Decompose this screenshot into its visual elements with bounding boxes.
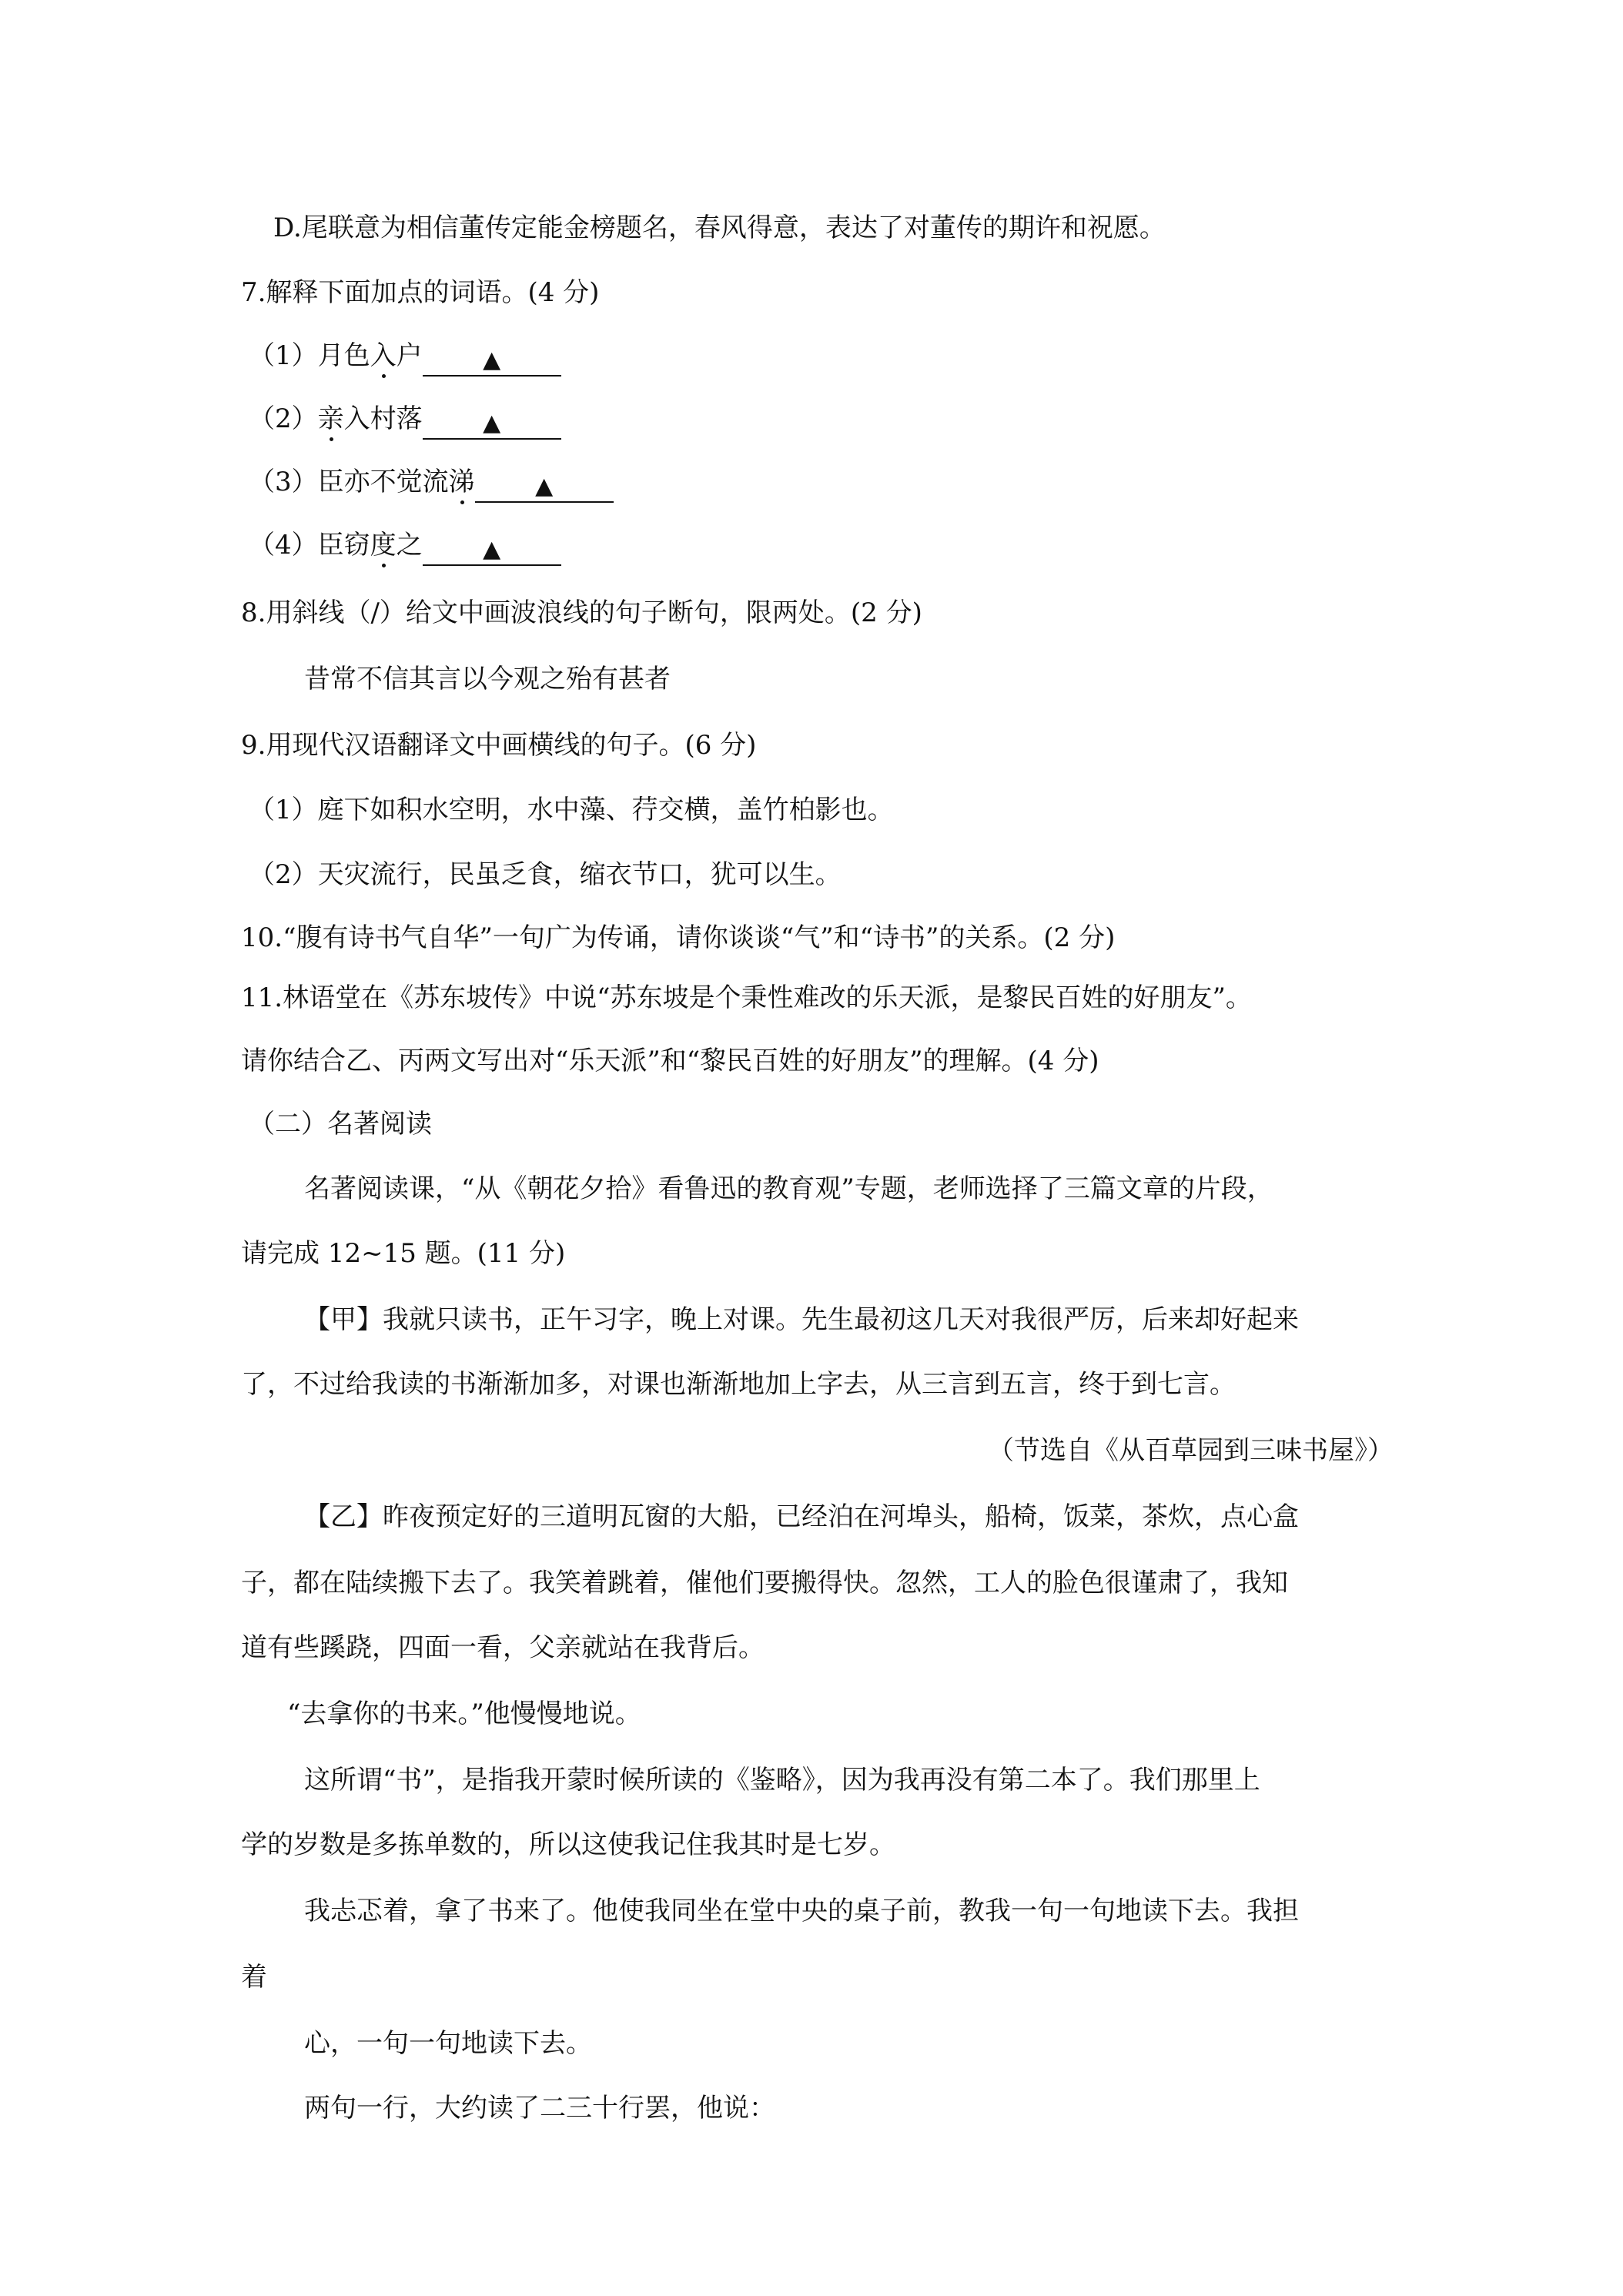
item-text: 户 bbox=[396, 340, 423, 371]
triangle-mark: ▲ bbox=[535, 473, 554, 500]
passage-yi-line-9: 心，一句一句地读下去。 bbox=[304, 2028, 592, 2059]
question-8-sentence: 昔常不信其言以今观之殆有甚者 bbox=[304, 664, 671, 694]
answer-blank[interactable] bbox=[423, 409, 561, 440]
passage-yi-line-7: 我忐忑着，拿了书来了。他使我同坐在堂中央的桌子前，教我一句一句地读下去。我担 bbox=[304, 1896, 1299, 1926]
intro-line-2: 请完成 12~15 题。(11 分) bbox=[241, 1238, 566, 1269]
passage-yi-line-2: 子，都在陆续搬下去了。我笑着跳着，催他们要搬得快。忽然，工人的脸色很谨肃了，我知 bbox=[241, 1568, 1288, 1598]
passage-yi-line-5: 这所谓“书”，是指我开蒙时候所读的《鉴略》，因为我再没有第二本了。我们那里上 bbox=[304, 1765, 1260, 1796]
dotted-word: 亲 bbox=[317, 403, 344, 434]
item-text: （1）月色 bbox=[249, 340, 370, 371]
question-9-title: 9.用现代汉语翻译文中画横线的句子。(6 分) bbox=[241, 730, 757, 761]
item-text: 入村落 bbox=[343, 403, 423, 434]
intro-line-1: 名著阅读课，“从《朝花夕拾》看鲁迅的教育观”专题，老师选择了三篇文章的片段， bbox=[304, 1173, 1273, 1204]
passage-yi-line-8: 着 bbox=[241, 1962, 267, 1993]
question-7-title: 7.解释下面加点的词语。(4 分) bbox=[241, 277, 600, 308]
item-text: （3）臣亦不觉流 bbox=[249, 467, 449, 497]
dotted-word: 涕 bbox=[448, 467, 475, 497]
dotted-word: 入 bbox=[370, 340, 397, 371]
question-11-line-2: 请你结合乙、丙两文写出对“乐天派”和“黎民百姓的好朋友”的理解。(4 分) bbox=[241, 1046, 1099, 1076]
section-heading: （二）名著阅读 bbox=[249, 1109, 432, 1140]
triangle-mark: ▲ bbox=[483, 536, 501, 563]
answer-blank[interactable] bbox=[423, 346, 561, 377]
passage-yi-line-6: 学的岁数是多拣单数的，所以这使我记住我其时是七岁。 bbox=[241, 1829, 895, 1860]
question-11-line-1: 11.林语堂在《苏东坡传》中说“苏东坡是个秉性难改的乐天派，是黎民百姓的好朋友”。 bbox=[241, 982, 1252, 1013]
item-text: （4）臣窃 bbox=[249, 530, 370, 561]
question-7-item-2 bbox=[249, 402, 561, 437]
question-7-item-1 bbox=[249, 339, 561, 373]
answer-blank[interactable] bbox=[475, 472, 614, 503]
question-9-item-1: （1）庭下如积水空明，水中藻、荇交横，盖竹柏影也。 bbox=[249, 795, 894, 825]
question-7-item-3 bbox=[249, 465, 614, 500]
item-text: 之 bbox=[396, 530, 423, 561]
dotted-word: 度 bbox=[370, 530, 397, 561]
question-8-title: 8.用斜线（/）给文中画波浪线的句子断句，限两处。(2 分) bbox=[241, 597, 922, 628]
question-9-item-2: （2）天灾流行，民虽乏食，缩衣节口，犹可以生。 bbox=[249, 859, 842, 890]
passage-yi-line-10: 两句一行，大约读了二三十行罢，他说： bbox=[304, 2093, 775, 2124]
passage-jia-line-2: 了，不过给我读的书渐渐加多，对课也渐渐地加上字去，从三言到五言，终于到七言。 bbox=[241, 1369, 1236, 1400]
option-d-text: D.尾联意为相信董传定能金榜题名，春风得意，表达了对董传的期许和祝愿。 bbox=[273, 213, 1166, 243]
passage-jia-source: （节选自《从百草园到三味书屋》） bbox=[988, 1435, 1394, 1466]
answer-blank[interactable] bbox=[423, 535, 561, 566]
item-text: （2） bbox=[249, 403, 318, 434]
question-10-title: 10.“腹有诗书气自华”一句广为传诵，请你谈谈“气”和“诗书”的关系。(2 分) bbox=[241, 922, 1116, 953]
triangle-mark: ▲ bbox=[483, 346, 501, 373]
question-7-item-4 bbox=[249, 528, 561, 563]
passage-yi-line-4: “去拿你的书来。”他慢慢地说。 bbox=[287, 1699, 641, 1729]
passage-yi-line-1: 【乙】昨夜预定好的三道明瓦窗的大船，已经泊在河埠头，船椅，饭菜，茶炊，点心盒 bbox=[304, 1501, 1299, 1532]
passage-yi-line-3: 道有些蹊跷，四面一看，父亲就站在我背后。 bbox=[241, 1632, 765, 1663]
triangle-mark: ▲ bbox=[483, 410, 501, 437]
passage-jia-line-1: 【甲】我就只读书，正午习字，晚上对课。先生最初这几天对我很严厉，后来却好起来 bbox=[304, 1304, 1299, 1335]
